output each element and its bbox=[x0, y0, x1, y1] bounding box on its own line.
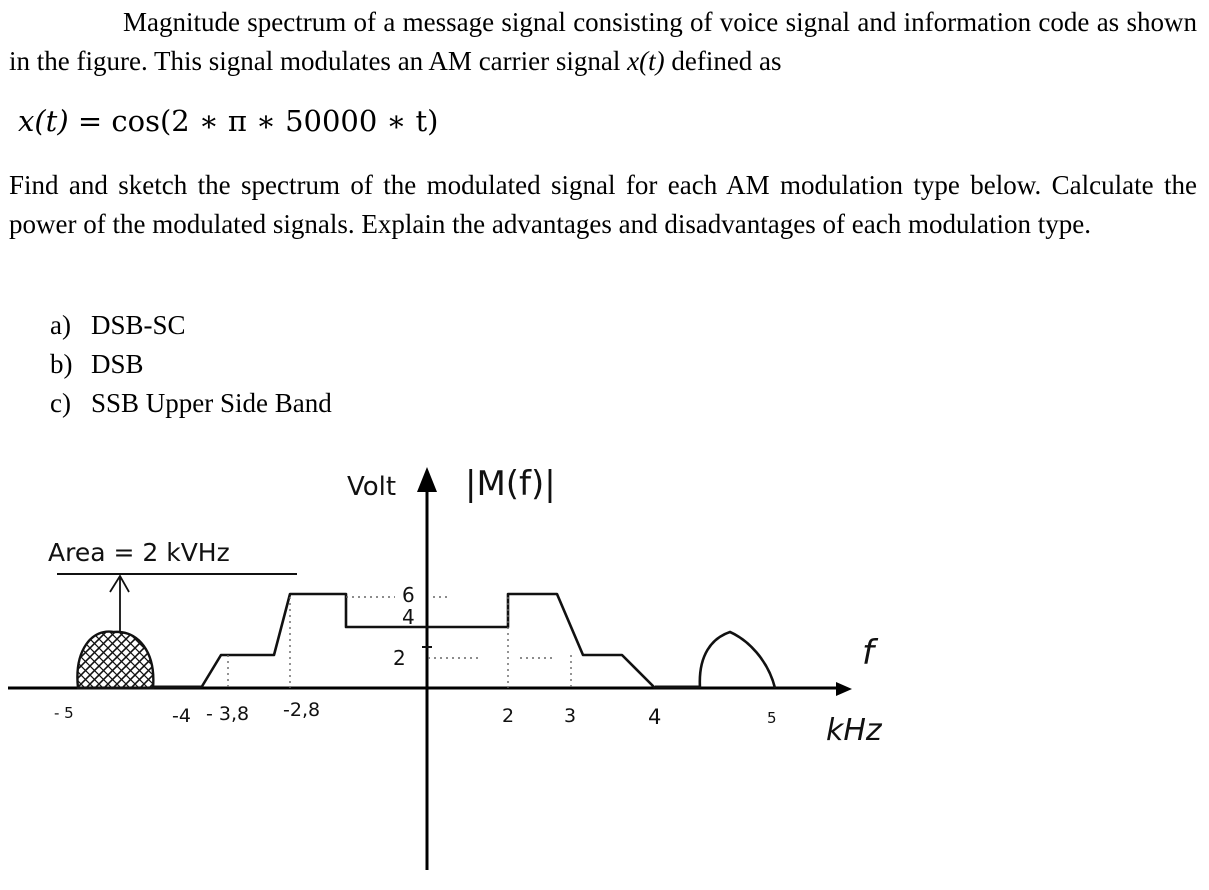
x-axis-arrow-icon bbox=[836, 682, 852, 696]
x-tick-neg-2-8: -2,8 bbox=[283, 699, 321, 721]
option-text: SSB Upper Side Band bbox=[91, 388, 332, 418]
x-tick-pos-5: 5 bbox=[767, 709, 777, 727]
option-letter: c) bbox=[50, 388, 71, 418]
x-tick-pos-4: 4 bbox=[648, 705, 662, 729]
option-letter: b) bbox=[50, 349, 73, 379]
equation-lhs: x(t) bbox=[18, 104, 69, 138]
area-label: Area = 2 kVHz bbox=[48, 538, 230, 567]
negative-lobe bbox=[77, 632, 153, 688]
y-tick-2: 2 bbox=[393, 646, 406, 670]
x-unit-label: kHz bbox=[826, 713, 882, 748]
area-pointer-arrow-icon bbox=[110, 576, 129, 632]
x-tick-neg-4: -4 bbox=[172, 705, 191, 727]
problem-task: Find and sketch the spectrum of the modulated signal for each AM modulation type below. Calculate the power of the modulated signals. Explain the advantages and disadvantages of each modulation type. bbox=[9, 170, 1197, 239]
option-text: DSB bbox=[91, 349, 144, 379]
option-letter: a) bbox=[50, 310, 71, 340]
x-tick-pos-3: 3 bbox=[564, 705, 577, 727]
y-tick-6: 6 bbox=[402, 583, 415, 607]
option-text: DSB-SC bbox=[91, 310, 186, 340]
equation-rhs: = cos(2 ∗ π ∗ 50000 ∗ t) bbox=[77, 104, 439, 138]
y-axis-arrow-icon bbox=[417, 467, 437, 492]
y-unit-label: Volt bbox=[347, 472, 397, 502]
intro-text: Magnitude spectrum of a message signal consisting of voice signal and information code as shown in the figure. This signal modulates an AM carrier signal bbox=[9, 7, 1197, 76]
x-tick-neg-3-8: - 3,8 bbox=[206, 703, 250, 725]
y-axis-label: |M(f)| bbox=[465, 464, 556, 504]
y-tick-4: 4 bbox=[402, 605, 415, 629]
x-axis-label: f bbox=[862, 633, 874, 673]
guide-lines bbox=[228, 597, 571, 688]
x-tick-neg-5: - 5 bbox=[54, 704, 74, 722]
intro-text-end: defined as bbox=[664, 46, 782, 76]
positive-lobe bbox=[700, 632, 775, 688]
intro-variable: x(t) bbox=[627, 46, 665, 76]
x-tick-pos-2: 2 bbox=[502, 705, 515, 727]
